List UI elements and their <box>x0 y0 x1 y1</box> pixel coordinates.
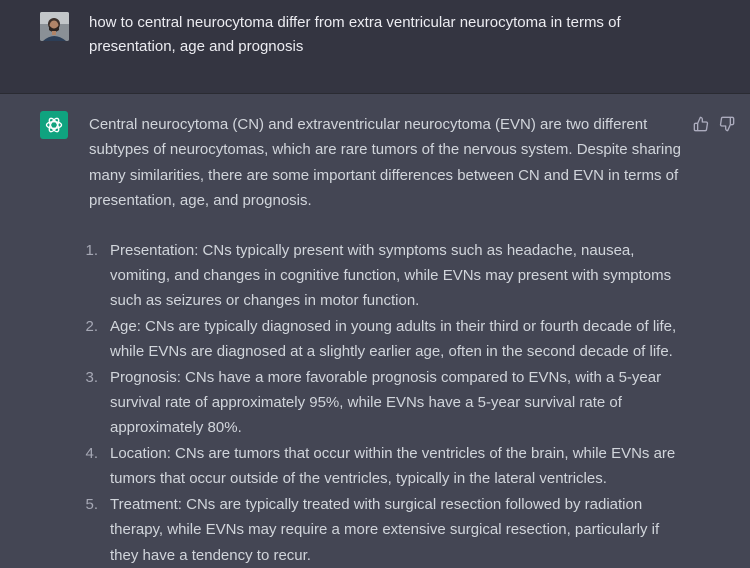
user-avatar-photo <box>40 12 69 41</box>
answer-list <box>85 238 689 568</box>
list-item-text: Treatment: CNs are typically treated with surgical resection followed by radiation therapy, while EVNs may require a more extensive surgical resection, particularly if they have a tendency to recur. <box>110 495 660 564</box>
list-item-text: Prognosis: CNs have a more favorable prognosis compared to EVNs, with a 5-year survival rate of approximately 95%, while EVNs have a 5-year survival rate of approximately 80%. <box>110 368 662 437</box>
openai-logo-icon <box>44 115 64 135</box>
thumbs-up-icon <box>693 116 709 132</box>
assistant-message-row <box>0 94 750 568</box>
list-number: 1. <box>85 241 98 259</box>
list-item <box>85 441 689 492</box>
list-number: 4. <box>85 444 98 462</box>
thumbs-up-button[interactable] <box>693 116 709 132</box>
list-item-text: Age: CNs are typically diagnosed in young adults in their third or fourth decade of life, while EVNs are diagnosed at a slightly earlier age, often in the second decade of life. <box>110 317 677 361</box>
user-message-text: how to central neurocytoma differ from extra ventricular neurocytoma in terms of presentation, age and prognosis <box>89 14 621 55</box>
list-item <box>85 365 689 441</box>
user-message-row <box>0 0 750 94</box>
user-avatar <box>40 12 69 41</box>
thumbs-down-icon <box>719 116 735 132</box>
assistant-avatar <box>40 111 68 139</box>
list-number: 2. <box>85 317 98 335</box>
assistant-intro-paragraph: Central neurocytoma (CN) and extraventricular neurocytoma (EVN) are two different subtypes of neurocytomas, which are rare tumors of the nervous system. Despite sharing many similarities, there are some important differences between CN and EVN in terms of presentation, age, and prognosis. <box>89 116 681 210</box>
list-number: 3. <box>85 368 98 386</box>
list-item-text: Presentation: CNs typically present with symptoms such as headache, nausea, vomiting, and changes in cognitive function, while EVNs may present with symptoms such as seizures or changes in motor function. <box>110 241 672 310</box>
list-item <box>85 492 689 568</box>
list-item <box>85 238 689 314</box>
list-item <box>85 314 689 365</box>
feedback-buttons <box>693 116 735 132</box>
list-number: 5. <box>85 495 98 513</box>
thumbs-down-button[interactable] <box>719 116 735 132</box>
list-item-text: Location: CNs are tumors that occur within the ventricles of the brain, while EVNs are tumors that occur outside of the ventricles, typically in the lateral ventricles. <box>110 444 676 488</box>
assistant-message-content <box>85 112 689 568</box>
